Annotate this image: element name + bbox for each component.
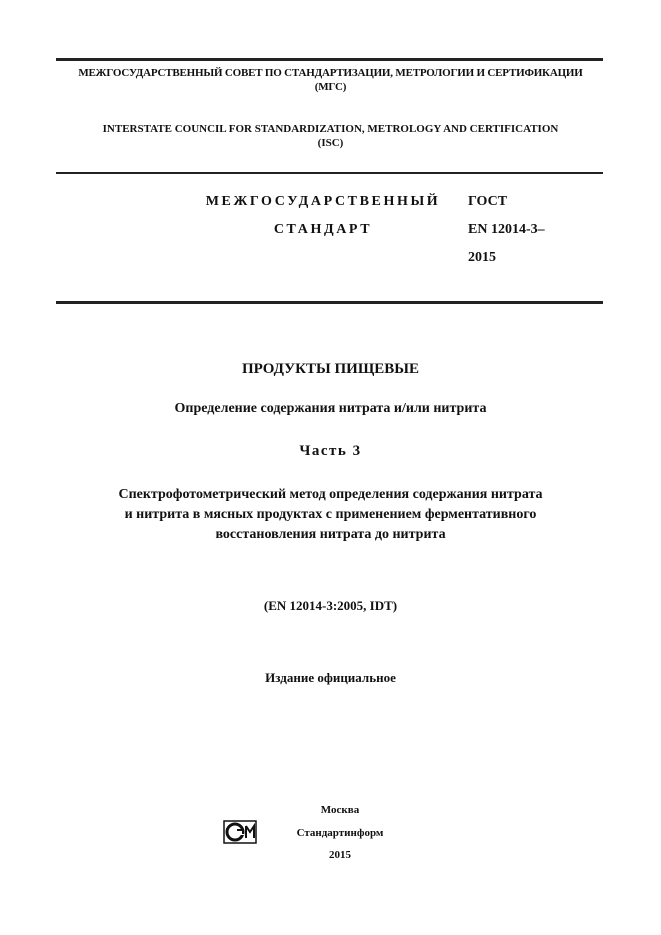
publication-city: Москва [320,804,360,816]
top-rule [56,58,603,61]
publication-year: 2015 [329,849,351,861]
publisher-name: Стандартинформ [296,827,384,839]
standard-number-year: 2015 [468,250,496,265]
standartinform-logo-icon [223,820,257,844]
document-title: ПРОДУКТЫ ПИЩЕВЫЕ [241,361,420,377]
document-subtitle: Определение содержания нитрата и/или нитрита [174,401,487,416]
description-line2: и нитрита в мясных продуктах с применением ферментативного [124,507,537,522]
middle-rule [56,172,603,174]
standard-number-prefix: ГОСТ [468,194,508,209]
edition-note: Издание официальное [265,670,396,685]
standard-number [468,188,578,272]
description-line1: Спектрофотометрический метод определения содержания нитрата [118,487,543,502]
standard-type-line2: СТАНДАРТ [273,222,373,237]
council-name-en-line1: INTERSTATE COUNCIL FOR STANDARDIZATION, METROLOGY AND CERTIFICATION [102,123,559,135]
description-line3: восстановления нитрата до нитрита [215,527,446,542]
council-name-ru-line1: МЕЖГОСУДАРСТВЕННЫЙ СОВЕТ ПО СТАНДАРТИЗАЦИИ, МЕТРОЛОГИИ И СЕРТИФИКАЦИИ [78,67,583,79]
equivalence-note: (EN 12014-3:2005, IDT) [263,598,398,613]
bottom-rule [56,301,603,304]
document-description [60,485,601,545]
document-part: Часть 3 [299,443,362,459]
council-name-en [40,122,621,150]
standard-type-line1: МЕЖГОСУДАРСТВЕННЫЙ [205,194,441,209]
council-abbrev-en: (ISC) [317,137,344,149]
council-name-ru [40,66,621,94]
standard-number-code: EN 12014-3– [468,222,545,237]
council-abbrev-ru: (МГС) [314,81,347,93]
standard-type-label [192,188,454,244]
